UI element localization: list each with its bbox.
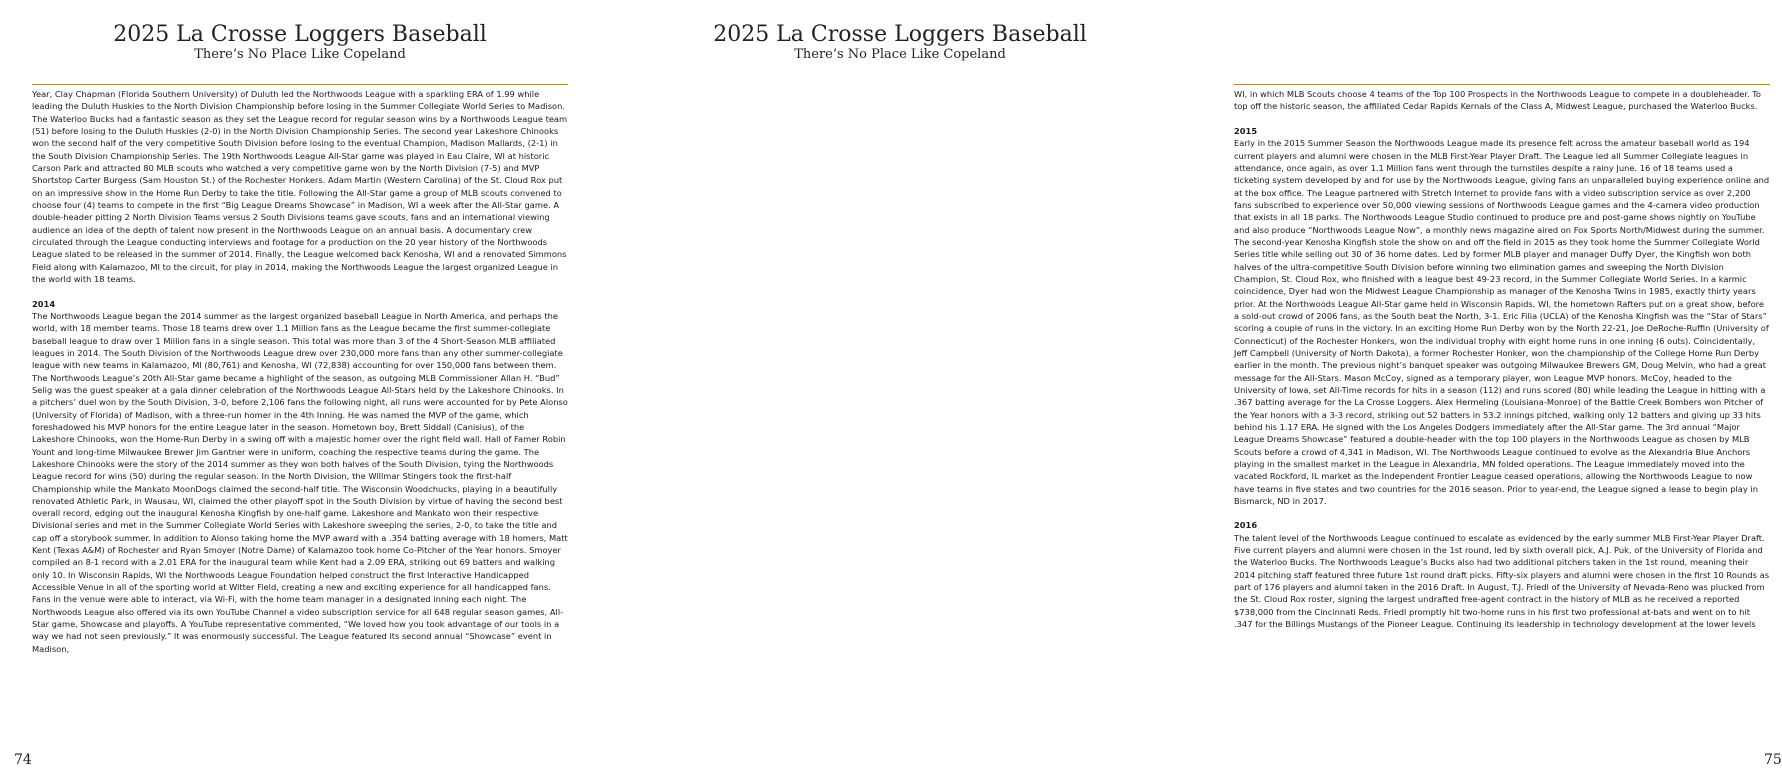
page-number: 74 <box>14 752 32 768</box>
page-subtitle: There’s No Place Like Copeland <box>194 47 406 62</box>
paragraph: The talent level of the Northwoods League continued to escalate as evidenced by the early summer MLB First-Year Player Draft. Five current players and alumni were chosen in the 1st round, led by sixth overall pick, A.J. Puk, of the University of Florida and the Waterloo Bucks. The Northwoods League’s Bucks also had two additional pitchers taken in the 1st round, meaning their 2014 pitching staff featured three future 1st round draft picks. Fifty-six players and alumni were chosen in the first 10 Rounds as part of 176 players and alumni taken in the 2016 Draft. In August, T.J. Friedl of the University of Nevada-Reno was plucked from the St. Cloud Rox roster, signing the largest undrafted free-agent contract in the history of MLB as he received a reported $738,000 from the Cincinnati Reds. Friedl promptly hit two-home runs in his first two professional at-bats and went on to hit .347 for the Billings Mustangs of the Pioneer League. Continuing its leadership in technology development at the lower levels <box>1234 532 1770 630</box>
header-rule <box>1234 84 1770 85</box>
header-rule <box>32 84 568 85</box>
page-title: 2025 La Crosse Loggers Baseball <box>713 22 1087 47</box>
section-heading-2015: 2015 <box>1234 125 1258 136</box>
paragraph: Year, Clay Chapman (Florida Southern University) of Duluth led the Northwoods League with a sparkling ERA of 1.99 while leading the Duluth Huskies to the North Division Championship before losing in the Summer Collegiate World Series to Madison. The Waterloo Bucks had a fantastic season as they set the League record for regular season wins by a Northwoods League team (51) before losing to the Duluth Huskies (2-0) in the North Division Championship Series. The second year Lakeshore Chinooks won the second half of the very competitive South Division before losing to the eventual Champion, Madison Mallards, (2-1) in the South Division Championship Series. The 19th Northwoods League All-Star game was played in Eau Claire, WI at historic Carson Park and attracted 80 MLB scouts who watched a very competitive game won by the North Division (7-5) and MVP Shortstop Carter Burgess (Sam Houston St.) of the Rochester Honkers. Adam Martin (Western Carolina) of the St. Cloud Rox put on an impressive show in the Home Run Derby to take the title. Following the All-Star game a group of MLB scouts convened to choose four (4) teams to compete in the first “Big League Dreams Showcase” in Madison, WI a week after the All-Star game. A double-header pitting 2 North Division Teams versus 2 South Divisions teams gave scouts, fans and an international viewing audience an idea of the depth of talent now present in the Northwoods League on an annual basis. A documentary crew circulated through the League conducting interviews and footage for a production on the 20 year history of the Northwoods League slated to be released in the summer of 2014. Finally, the League welcomed back Kenosha, WI and a renovated Simmons Field along with Kalamazoo, MI to the circuit, for play in 2014, making the Northwoods League the largest organized League in the world with 18 teams. <box>32 89 568 284</box>
section-heading-2016: 2016 <box>1234 520 1258 531</box>
page-number: 75 <box>1764 752 1782 768</box>
paragraph: Early in the 2015 Summer Season the Northwoods League made its presence felt across the amateur baseball world as 194 current players and alumni were chosen in the MLB First-Year Player Draft. The League led all Summer Collegiate leagues in attendance, once again, as over 1.1 Million fans went through the turnstiles despite a rainy June. 16 of 18 teams used a ticketing system developed by and for use by the Northwoods League, giving fans an unparalleled buying experience online and at the box office. The League partnered with Stretch Internet to provide fans with a video subscription service as over 2,200 fans subscribed to experience over 50,000 viewing sessions of Northwoods League games and the 4-camera video production that exists in all 18 parks. The Northwoods League Studio continued to produce pre and post-game shows nightly on YouTube and also produce “Northwoods League Now”, a monthly news magazine aired on Fox Sports North/Midwest during the summer. The second-year Kenosha Kingfish stole the show on and off the field in 2015 as they took home the Summer Collegiate World Series title while selling out 30 of 36 home dates. Led by former MLB player and manager Duffy Dyer, the Kingfish won both halves of the ultra-competitive South Division before winning two elimination games and sweeping the North Division Champion, St. Cloud Rox, who finished with a league best 49-23 record, in the Summer Collegiate World Series. In a karmic coincidence, Dyer had won the Midwest League Championship as manager of the Kenosha Twins in 1985, exactly thirty years prior. At the Northwoods League All-Star game held in Wisconsin Rapids, WI, the hometown Rafters put on a great show, before a sold-out crowd of 2006 fans, as the South beat the North, 3-1. Eric Filia (UCLA) of the Kenosha Kingfish was the “Star of Stars” scoring a couple of runs in the victory. In an exciting Home Run Derby won by the North 22-21, Joe DeRoche-Ruffin (University of Connecticut) of the Rochester Honkers, won the individual trophy with eight home runs in one inning (6 outs). Coincidentally, Jeff Campbell (University of North Dakota), a former Rochester Honker, won the championship of the College Home Run Derby earlier in the month. The previous night’s banquet speaker was outgoing Milwaukee Brewers GM, Doug Melvin, who had a great message for the All-Stars. Mason McCoy, signed as a temporary player, won League MVP honors. McCoy, headed to the University of Iowa, set All-Time records for hits in a season (112) and runs scored (80) while leading the League in hitting with a .367 batting average for the La Crosse Loggers. Alex Hermeling (Louisiana-Monroe) of the Battle Creek Bombers won Pitcher of the Year honors with a 3-3 record, striking out 52 batters in 53.2 innings pitched, walking only 12 batters and giving up 33 hits behind his 1.17 ERA. He signed with the Los Angeles Dodgers immediately after the All-Star game. The 3rd annual “Major League Dreams Showcase” featured a double-header with the top 100 players in the Northwoods League as chosen by MLB Scouts before a crowd of 4,341 in Madison, WI. The Northwoods League continued to evolve as the Alexandria Blue Anchors playing in the smallest market in the League in Alexandria, MN folded operations. The League immediately moved into the vacated Rockford, IL market as the Independent Frontier League ceased operations, allowing the Northwoods League to now have teams in five states and two countries for the 2016 season. Prior to year-end, the League signed a lease to begin play in Bismarck, ND in 2017. <box>1234 138 1770 506</box>
left-page <box>0 0 600 776</box>
paragraph: WI, in which MLB Scouts choose 4 teams of the Top 100 Prospects in the Northwoods League to compete in a doubleheader. To top off the historic season, the affiliated Cedar Rapids Kernals of the Class A, Midwest League, purchased the Waterloo Bucks. <box>1234 89 1761 112</box>
article-body <box>1234 88 1770 630</box>
page-title: 2025 La Crosse Loggers Baseball <box>113 22 487 47</box>
paragraph: The Northwoods League began the 2014 summer as the largest organized baseball League in North America, and perhaps the world, with 18 member teams. Those 18 teams drew over 1.1 Million fans as the League became the first summer-collegiate baseball league to draw over 1 Million fans in a single season. This total was more than 3 of the 4 Short-Season MLB affiliated leagues in 2014. The South Division of the Northwoods League drew over 230,000 more fans than any other summer-collegiate league with new teams in Kalamazoo, MI (80,761) and Kenosha, WI (72,838) accounting for over 150,000 fans between them. The Northwoods League’s 20th All-Star game became a highlight of the season, as outgoing MLB Commissioner Allan H. “Bud” Selig was the guest speaker at a gala dinner celebration of the Northwoods League All-Stars held by the Lakeshore Chinooks. In a pitchers’ duel won by the South Division, 3-0, before 2,106 fans the following night, all runs were accounted for by Pete Alonso (University of Florida) of Madison, with a three-run homer in the 4th Inning. He was named the MVP of the game, which foreshadowed his MVP honors for the entire League later in the season. Hometown boy, Brett Siddall (Canisius), of the Lakeshore Chinooks, won the Home-Run Derby in a swing off with a majestic homer over the right field wall. Hall of Famer Robin Yount and long-time Milwaukee Brewer Jim Gantner were in uniform, coaching the respective teams during the game. The Lakeshore Chinooks were the story of the 2014 summer as they won both halves of the South Division, tying the Northwoods League record for wins (50) during the regular season. In the North Division, the Willmar Stingers took the first-half Championship while the Mankato MoonDogs claimed the second-half title. The Wisconsin Woodchucks, playing in a beautifully renovated Athletic Park, in Wausau, WI, claimed the other playoff spot in the South Division by virtue of having the second best overall record, edging out the inaugural Kenosha Kingfish by one-half game. Lakeshore and Mankato won their respective Divisional series and met in the Summer Collegiate World Series with Lakeshore sweeping the series, 2-0, to take the title and cap off a storybook summer. In addition to Alonso taking home the MVP award with a .354 batting average with 18 homers, Matt Kent (Texas A&M) of Rochester and Ryan Smoyer (Notre Dame) of Kalamazoo took home Co-Pitcher of the Year honors. Smoyer compiled an 8-1 record with a 2.01 ERA for the inaugural team while Kent had a 2.09 ERA, striking out 69 batters and walking only 10. In Wisconsin Rapids, WI the Northwoods League Foundation helped construct the first Interactive Handicapped Accessible Venue in all of the sporting world at Witter Field, creating a new and exciting experience for all handicapped fans. Fans in the venue were able to interact, via Wi-Fi, with the home team manager in a designated inning each night. The Northwoods League also offered via its own YouTube Channel a video subscription service for all 648 regular season games, All-Star game, Showcase and playoffs. A YouTube representative commented, “We loved how you took advantage of our tools in a way we had not seen previously.” It was enormously successful. The League featured its second annual “Showcase” event in Madison, <box>32 310 568 654</box>
article-body <box>32 88 568 655</box>
right-page <box>600 0 1782 776</box>
section-heading-2014: 2014 <box>32 298 56 309</box>
page-subtitle: There’s No Place Like Copeland <box>794 47 1006 62</box>
